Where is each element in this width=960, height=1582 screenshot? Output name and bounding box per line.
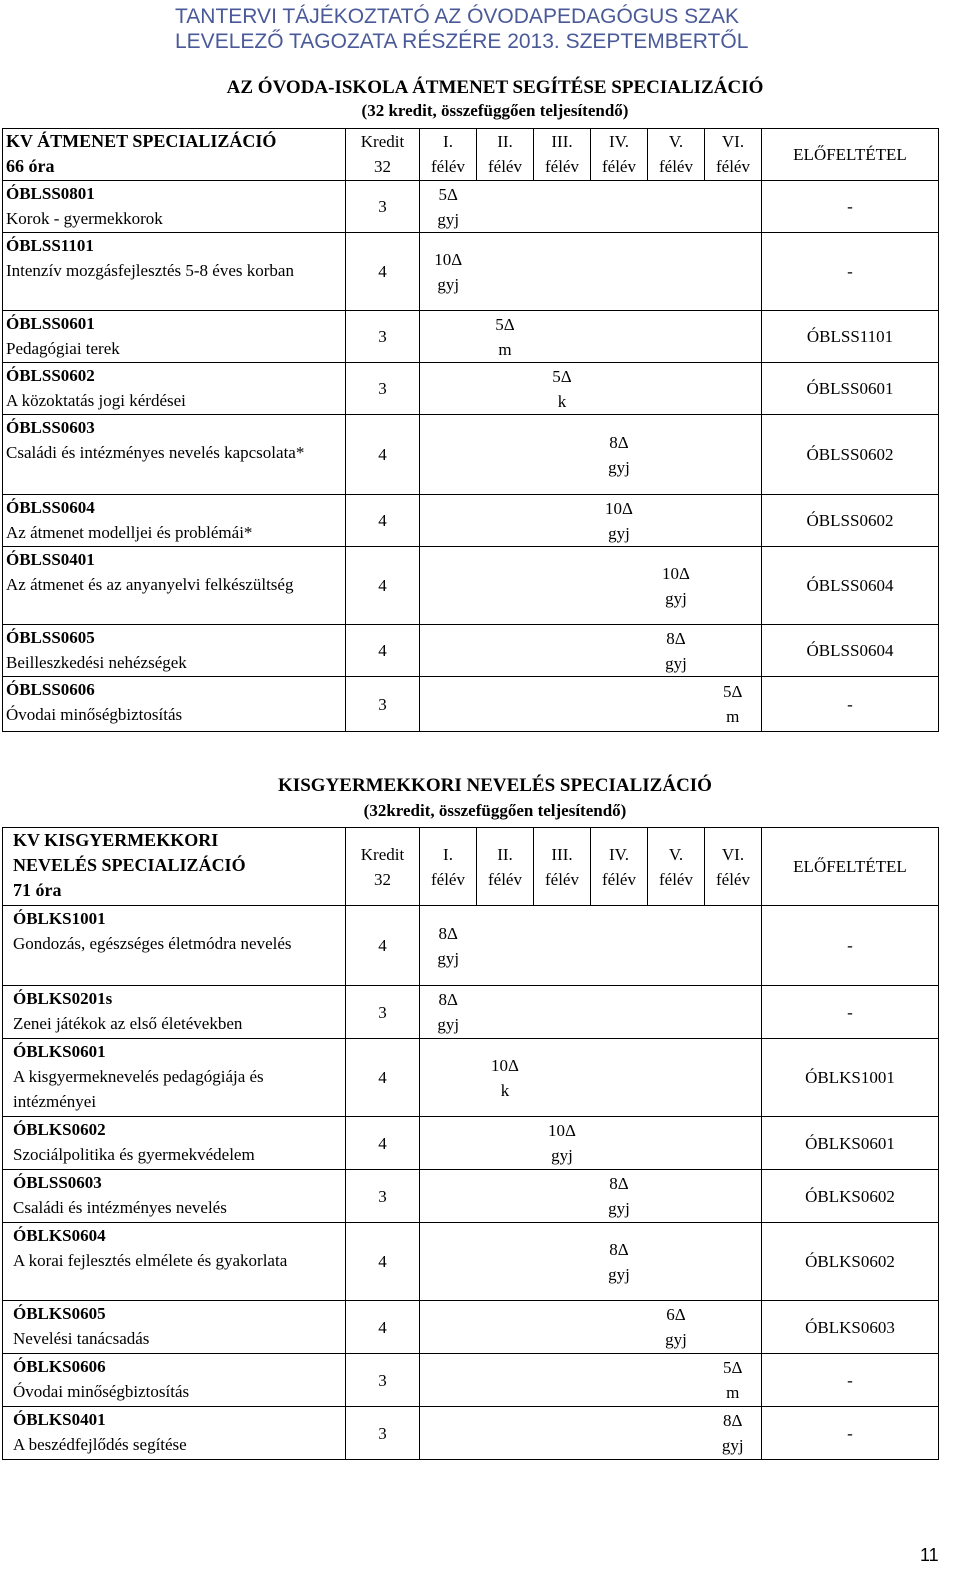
prerequisite-cell: -: [762, 1354, 939, 1407]
course-code: ÓBLKS0602: [13, 1120, 106, 1139]
prerequisite-cell: ÓBLSS0601: [762, 363, 939, 415]
course-row: [3, 1301, 939, 1354]
semester-cell: [477, 1354, 534, 1407]
course-code: ÓBLKS1001: [13, 909, 106, 928]
course-name: Beilleszkedési nehézségek: [6, 653, 187, 672]
course-name: Nevelési tanácsadás: [13, 1329, 150, 1348]
credit-cell: 4: [346, 1117, 420, 1170]
semester-header: I. félév: [420, 129, 477, 181]
document-header: [175, 4, 935, 54]
credit-cell: 4: [346, 1039, 420, 1117]
course-code: ÓBLSS0601: [6, 314, 95, 333]
course-cell: [3, 1117, 346, 1170]
credit-cell: 4: [346, 495, 420, 547]
semester-cell: [534, 1301, 591, 1354]
course-row: [3, 677, 939, 732]
semester-cell: [591, 1223, 648, 1301]
semester-cell: [420, 1407, 477, 1460]
course-name: Korok - gyermekkorok: [6, 209, 163, 228]
assessment-mark: 8Δ: [723, 1411, 743, 1430]
semester-cell: [477, 625, 534, 677]
assessment-mark: m: [498, 339, 512, 359]
semester-cell: [648, 1407, 705, 1460]
assessment-mark: gyj: [437, 209, 460, 229]
semester-cell: [420, 1039, 477, 1117]
semester-cell: [534, 986, 591, 1039]
credit-cell: 3: [346, 1407, 420, 1460]
semester-cell: [705, 1039, 762, 1117]
semester-cell: [534, 415, 591, 495]
course-code: ÓBLSS0801: [6, 184, 95, 203]
page-number: 11: [920, 1545, 939, 1565]
semester-cell: [705, 495, 762, 547]
course-name: Pedagógiai terek: [6, 339, 120, 358]
semester-cell: [705, 233, 762, 311]
prerequisite-cell: ÓBLKS0601: [762, 1117, 939, 1170]
prerequisite-cell: ÓBLKS0602: [762, 1223, 939, 1301]
course-name: Családi és intézményes nevelés: [13, 1198, 227, 1217]
course-cell: [3, 363, 346, 415]
semester-cell: [420, 986, 477, 1039]
semester-cell: [477, 1223, 534, 1301]
assessment-mark: gyj: [437, 1015, 460, 1034]
section2-table: [2, 827, 939, 1460]
course-cell: [3, 906, 346, 986]
course-cell: [3, 1301, 346, 1354]
assessment-mark: 5Δ: [495, 314, 515, 334]
assessment-mark: 8Δ: [609, 1174, 629, 1193]
semester-header: III. félév: [534, 129, 591, 181]
semester-cell: [534, 906, 591, 986]
semester-cell: [477, 1117, 534, 1170]
semester-cell: [420, 1170, 477, 1223]
semester-cell: [477, 363, 534, 415]
semester-cell: [534, 495, 591, 547]
semester-cell: [534, 547, 591, 625]
semester-cell: [648, 1301, 705, 1354]
semester-cell: [705, 181, 762, 233]
semester-cell: [420, 1223, 477, 1301]
credit-cell: 3: [346, 986, 420, 1039]
assessment-mark: 5Δ: [438, 184, 458, 204]
semester-header: VI. félév: [705, 129, 762, 181]
semester-cell: [477, 415, 534, 495]
semester-cell: [420, 181, 477, 233]
header-line-1: TANTERVI TÁJÉKOZTATÓ AZ ÓVODAPEDAGÓGUS SZAK: [175, 5, 739, 28]
semester-cell: [591, 986, 648, 1039]
semester-cell: [534, 1170, 591, 1223]
semester-header: I. félév: [420, 828, 477, 906]
assessment-mark: 5Δ: [552, 366, 572, 386]
course-name: A közoktatás jogi kérdései: [6, 391, 186, 410]
semester-cell: [591, 906, 648, 986]
assessment-mark: 10Δ: [434, 249, 463, 269]
semester-cell: [534, 1223, 591, 1301]
semester-cell: [705, 415, 762, 495]
semester-cell: [705, 1301, 762, 1354]
semester-cell: [477, 1407, 534, 1460]
header-line-2: LEVELEZŐ TAGOZATA RÉSZÉRE 2013. SZEPTEMBERTŐL: [175, 30, 749, 53]
credit-cell: 4: [346, 1223, 420, 1301]
assessment-mark: gyj: [437, 274, 460, 294]
course-code: ÓBLKS0605: [13, 1304, 106, 1323]
spec-name-cell: KV KISGYERMEKKORI NEVELÉS SPECIALIZÁCIÓ 71 óra: [3, 828, 346, 906]
semester-cell: [648, 1170, 705, 1223]
semester-cell: [705, 1223, 762, 1301]
semester-cell: [591, 1170, 648, 1223]
course-row: [3, 547, 939, 625]
course-name: Az átmenet modelljei és problémái*: [6, 523, 253, 542]
semester-cell: [705, 906, 762, 986]
semester-cell: [591, 547, 648, 625]
course-code: ÓBLKS0601: [13, 1042, 106, 1061]
semester-cell: [591, 415, 648, 495]
course-name: Családi és intézményes nevelés kapcsolata*: [6, 443, 305, 462]
course-cell: [3, 311, 346, 363]
section1-subtitle: (32 kredit, összefüggően teljesítendő): [361, 101, 629, 120]
course-row: [3, 311, 939, 363]
semester-cell: [420, 311, 477, 363]
credit-cell: 4: [346, 233, 420, 311]
semester-cell: [591, 1117, 648, 1170]
course-row: [3, 495, 939, 547]
assessment-mark: gyj: [665, 588, 687, 608]
semester-cell: [534, 677, 591, 732]
credit-cell: 3: [346, 363, 420, 415]
course-name: Zenei játékok az első életévekben: [13, 1014, 243, 1033]
course-name: Intenzív mozgásfejlesztés 5-8 éves korban: [6, 261, 294, 280]
semester-cell: [705, 311, 762, 363]
course-name: Óvodai minőségbiztosítás: [13, 1382, 190, 1401]
course-cell: [3, 1223, 346, 1301]
semester-cell: [648, 625, 705, 677]
course-name: A beszédfejlődés segítése: [13, 1435, 187, 1454]
prerequisite-cell: -: [762, 986, 939, 1039]
assessment-mark: 8Δ: [438, 990, 458, 1009]
course-row: [3, 625, 939, 677]
semester-cell: [591, 181, 648, 233]
semester-header: IV. félév: [591, 828, 648, 906]
assessment-mark: 8Δ: [438, 923, 458, 943]
credit-cell: 3: [346, 1170, 420, 1223]
semester-cell: [591, 1039, 648, 1117]
semester-cell: [648, 1039, 705, 1117]
semester-cell: [648, 547, 705, 625]
course-row: [3, 1407, 939, 1460]
course-name: A korai fejlesztés elmélete és gyakorlata: [13, 1251, 288, 1270]
prerequisite-cell: -: [762, 181, 939, 233]
assessment-mark: gyj: [608, 1199, 630, 1218]
semester-cell: [420, 906, 477, 986]
semester-cell: [420, 1117, 477, 1170]
semester-cell: [705, 1117, 762, 1170]
course-row: [3, 1354, 939, 1407]
course-name: Szociálpolitika és gyermekvédelem: [13, 1145, 255, 1164]
credit-cell: 4: [346, 1301, 420, 1354]
semester-cell: [534, 181, 591, 233]
semester-cell: [420, 625, 477, 677]
semester-cell: [648, 363, 705, 415]
semester-cell: [477, 233, 534, 311]
semester-cell: [477, 986, 534, 1039]
course-row: [3, 1117, 939, 1170]
course-name: Gondozás, egészséges életmódra nevelés: [13, 934, 292, 953]
semester-header: IV. félév: [591, 129, 648, 181]
semester-cell: [534, 1117, 591, 1170]
credit-header: Kredit 32: [346, 828, 420, 906]
course-row: [3, 363, 939, 415]
semester-cell: [477, 1301, 534, 1354]
assessment-mark: 8Δ: [609, 1239, 629, 1259]
semester-cell: [477, 677, 534, 732]
semester-cell: [648, 311, 705, 363]
semester-cell: [705, 363, 762, 415]
assessment-mark: 6Δ: [666, 1305, 686, 1324]
semester-cell: [648, 1223, 705, 1301]
semester-cell: [648, 181, 705, 233]
semester-header: VI. félév: [705, 828, 762, 906]
semester-cell: [705, 1354, 762, 1407]
assessment-mark: 5Δ: [723, 682, 743, 701]
semester-cell: [591, 363, 648, 415]
assessment-mark: 8Δ: [666, 628, 686, 648]
semester-cell: [420, 233, 477, 311]
assessment-mark: gyj: [551, 1146, 573, 1165]
prerequisite-cell: ÓBLSS0604: [762, 547, 939, 625]
assessment-mark: m: [726, 1383, 740, 1402]
credit-cell: 4: [346, 906, 420, 986]
credit-cell: 4: [346, 415, 420, 495]
course-code: ÓBLSS0602: [6, 366, 95, 385]
credit-cell: 3: [346, 181, 420, 233]
section2-subtitle: (32kredit, összefüggően teljesítendő): [363, 801, 627, 820]
assessment-mark: gyj: [608, 523, 630, 543]
credit-header: Kredit 32: [346, 129, 420, 181]
course-row: [3, 986, 939, 1039]
credit-cell: 3: [346, 311, 420, 363]
assessment-mark: m: [726, 707, 740, 726]
course-row: [3, 906, 939, 986]
semester-cell: [420, 363, 477, 415]
semester-cell: [648, 495, 705, 547]
semester-cell: [477, 181, 534, 233]
table-header-row: [3, 129, 939, 181]
course-cell: [3, 233, 346, 311]
semester-cell: [591, 677, 648, 732]
semester-cell: [420, 1354, 477, 1407]
semester-cell: [648, 986, 705, 1039]
prerequisite-cell: -: [762, 677, 939, 732]
course-code: ÓBLSS0606: [6, 680, 95, 699]
course-code: ÓBLSS1101: [6, 236, 94, 255]
course-code: ÓBLSS0603: [13, 1173, 102, 1192]
course-code: ÓBLSS0605: [6, 628, 95, 647]
course-cell: [3, 625, 346, 677]
course-cell: [3, 181, 346, 233]
course-cell: [3, 1170, 346, 1223]
semester-cell: [591, 1407, 648, 1460]
assessment-mark: gyj: [665, 1330, 687, 1349]
semester-cell: [705, 677, 762, 732]
credit-cell: 4: [346, 625, 420, 677]
assessment-mark: k: [500, 1080, 510, 1100]
semester-cell: [591, 495, 648, 547]
course-code: ÓBLKS0401: [13, 1410, 106, 1429]
prerequisite-cell: ÓBLKS0603: [762, 1301, 939, 1354]
semester-cell: [534, 311, 591, 363]
assessment-mark: 10Δ: [662, 563, 690, 583]
course-name: Az átmenet és az anyanyelvi felkészültség: [6, 575, 294, 594]
semester-cell: [648, 906, 705, 986]
semester-cell: [534, 1039, 591, 1117]
semester-cell: [420, 415, 477, 495]
course-row: [3, 181, 939, 233]
course-cell: [3, 677, 346, 732]
course-row: [3, 1170, 939, 1223]
course-cell: [3, 1039, 346, 1117]
semester-cell: [648, 1117, 705, 1170]
table-header-row: [3, 828, 939, 906]
course-cell: [3, 986, 346, 1039]
course-code: ÓBLSS0401: [6, 550, 95, 569]
assessment-mark: 5Δ: [723, 1358, 743, 1377]
semester-cell: [534, 625, 591, 677]
semester-cell: [477, 311, 534, 363]
semester-cell: [648, 677, 705, 732]
section1-table: [2, 128, 939, 732]
assessment-mark: gyj: [608, 1264, 630, 1284]
semester-cell: [705, 547, 762, 625]
course-code: ÓBLSS0604: [6, 498, 95, 517]
semester-cell: [591, 1354, 648, 1407]
prerequisite-cell: -: [762, 233, 939, 311]
semester-cell: [420, 677, 477, 732]
semester-cell: [648, 415, 705, 495]
prerequisite-header: ELŐFELTÉTEL: [762, 828, 939, 906]
semester-header: III. félév: [534, 828, 591, 906]
section1-title: AZ ÓVODA-ISKOLA ÁTMENET SEGÍTÉSE SPECIALIZÁCIÓ: [226, 77, 764, 98]
semester-header: V. félév: [648, 828, 705, 906]
semester-header: V. félév: [648, 129, 705, 181]
credit-cell: 3: [346, 1354, 420, 1407]
semester-cell: [534, 363, 591, 415]
semester-cell: [534, 1407, 591, 1460]
assessment-mark: gyj: [437, 948, 460, 968]
semester-cell: [591, 1301, 648, 1354]
course-code: ÓBLKS0606: [13, 1357, 106, 1376]
course-cell: [3, 1354, 346, 1407]
prerequisite-cell: ÓBLSS0602: [762, 415, 939, 495]
prerequisite-cell: ÓBLSS0602: [762, 495, 939, 547]
course-code: ÓBLKS0604: [13, 1226, 106, 1245]
prerequisite-cell: ÓBLSS1101: [762, 311, 939, 363]
assessment-mark: gyj: [608, 457, 630, 477]
course-row: [3, 415, 939, 495]
semester-cell: [648, 1354, 705, 1407]
semester-cell: [477, 1170, 534, 1223]
semester-cell: [420, 1301, 477, 1354]
course-name: Óvodai minőségbiztosítás: [6, 705, 183, 724]
semester-cell: [591, 311, 648, 363]
assessment-mark: gyj: [721, 1436, 744, 1455]
semester-header: II. félév: [477, 828, 534, 906]
semester-cell: [705, 1407, 762, 1460]
course-name: A kisgyermeknevelés pedagógiája és intézményei: [13, 1067, 264, 1111]
section2-title: KISGYERMEKKORI NEVELÉS SPECIALIZÁCIÓ: [278, 775, 712, 796]
semester-cell: [477, 906, 534, 986]
assessment-mark: 10Δ: [491, 1055, 519, 1075]
semester-header: II. félév: [477, 129, 534, 181]
assessment-mark: 8Δ: [609, 432, 629, 452]
semester-cell: [534, 1354, 591, 1407]
course-cell: [3, 1407, 346, 1460]
credit-cell: 4: [346, 547, 420, 625]
assessment-mark: 10Δ: [605, 498, 633, 518]
spec-name-cell: KV ÁTMENET SPECIALIZÁCIÓ 66 óra: [3, 129, 346, 181]
prerequisite-cell: ÓBLKS0602: [762, 1170, 939, 1223]
assessment-mark: k: [557, 391, 567, 411]
course-row: [3, 1223, 939, 1301]
course-code: ÓBLSS0603: [6, 418, 95, 437]
course-code: ÓBLKS0201s: [13, 989, 113, 1008]
semester-cell: [648, 233, 705, 311]
semester-cell: [705, 1170, 762, 1223]
semester-cell: [591, 625, 648, 677]
semester-cell: [705, 986, 762, 1039]
semester-cell: [534, 233, 591, 311]
course-row: [3, 1039, 939, 1117]
prerequisite-cell: -: [762, 906, 939, 986]
prerequisite-cell: ÓBLSS0604: [762, 625, 939, 677]
assessment-mark: gyj: [665, 653, 687, 673]
prerequisite-cell: -: [762, 1407, 939, 1460]
course-cell: [3, 495, 346, 547]
assessment-mark: 10Δ: [548, 1121, 576, 1140]
semester-cell: [420, 547, 477, 625]
course-cell: [3, 415, 346, 495]
credit-cell: 3: [346, 677, 420, 732]
course-cell: [3, 547, 346, 625]
semester-cell: [477, 1039, 534, 1117]
course-row: [3, 233, 939, 311]
semester-cell: [477, 547, 534, 625]
semester-cell: [705, 625, 762, 677]
semester-cell: [477, 495, 534, 547]
semester-cell: [420, 495, 477, 547]
prerequisite-cell: ÓBLKS1001: [762, 1039, 939, 1117]
prerequisite-header: ELŐFELTÉTEL: [762, 129, 939, 181]
semester-cell: [591, 233, 648, 311]
